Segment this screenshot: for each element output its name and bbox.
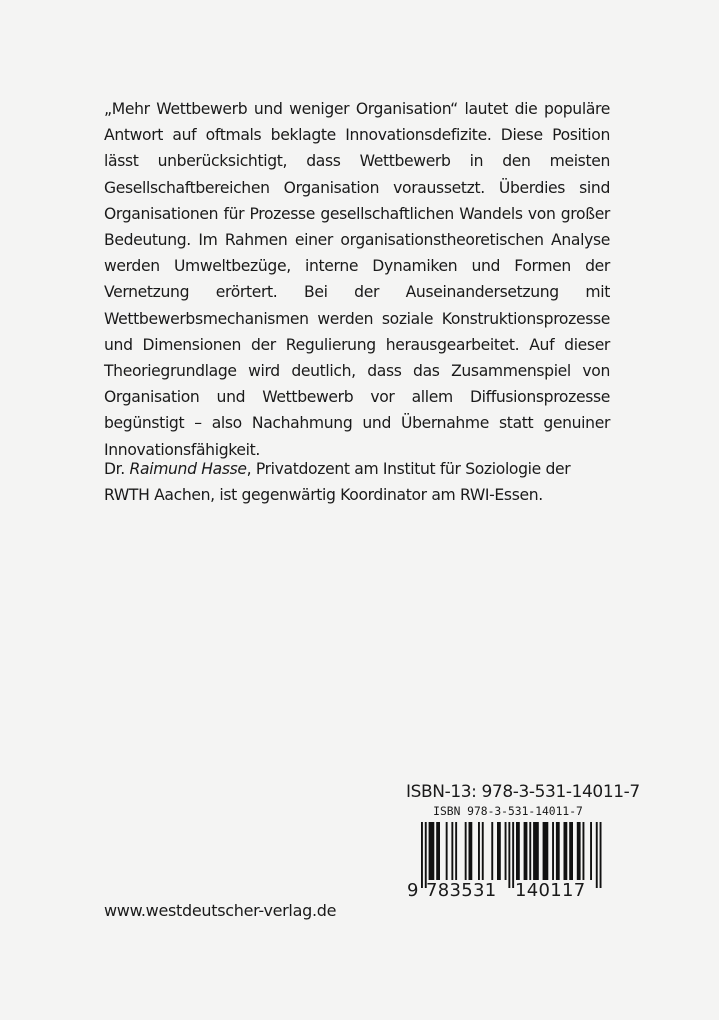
- barcode-bar: [465, 822, 467, 880]
- barcode-bar: [556, 822, 560, 880]
- isbn13-label: ISBN-13: 978-3-531-14011-7: [406, 782, 640, 802]
- author-name: Raimund Hasse: [129, 460, 247, 478]
- blurb-text: „Mehr Wettbewerb und weniger Organisation“ lautet die populäre Antwort auf oftmals beklagte Innovationsdefizite. Diese Position lässt unberücksichtigt, dass Wettbewerb in den meisten Gesellschaftbereichen Organisation voraussetzt. Überdies sind Organisationen für Prozesse gesellschaftlichen Wandels von großer Bedeutung. Im Rahmen einer organisationstheoretischen Analyse werden Umweltbezüge, interne Dynamiken und Formen der Vernetzung erörtert. Bei der Auseinandersetzung mit Wettbewerbsmechanismen werden soziale Konstruktionsprozesse und Dimensionen der Regulierung herausgearbeitet. Auf dieser Theoriegrundlage wird deutlich, dass das Zusammenspiel von Organisation und Wettbewerb vor allem Diffusionsprozesse begünstigt – also Nachahmung und Übernahme statt genuiner Innovationsfähigkeit.: [104, 100, 610, 459]
- barcode-bar: [533, 822, 539, 880]
- barcode-bar: [491, 822, 493, 880]
- barcode-bar: [478, 822, 480, 880]
- barcode-bar: [482, 822, 484, 880]
- barcode-bar: [425, 822, 427, 888]
- barcode-bar: [577, 822, 581, 880]
- publisher-url: www.westdeutscher-verlag.de: [104, 901, 337, 920]
- barcode-digits: [407, 880, 609, 902]
- barcode-bar: [451, 822, 453, 880]
- barcode-bar: [512, 822, 514, 888]
- barcode-bar: [569, 822, 573, 880]
- author-description: , Privatdozent am Institut für Soziologie der RWTH Aachen, ist gegenwärtig Koordinator am RWI-Essen.: [104, 460, 571, 505]
- barcode-bar: [583, 822, 585, 880]
- barcode-digits-left: 783531: [426, 880, 497, 901]
- barcode-bar: [524, 822, 528, 880]
- barcode-bar: [543, 822, 549, 880]
- barcode-bar: [564, 822, 568, 880]
- barcode-bar: [421, 822, 423, 888]
- barcode-bar: [600, 822, 602, 888]
- barcode-bar: [508, 822, 510, 888]
- barcode-bar: [455, 822, 457, 880]
- barcode-bar: [505, 822, 507, 880]
- author-prefix: Dr.: [104, 460, 130, 478]
- author-bio: [104, 456, 616, 508]
- barcode-bar: [552, 822, 554, 880]
- barcode-bar: [469, 822, 473, 880]
- barcode-digit-first: 9: [407, 880, 419, 901]
- barcode-bar: [529, 822, 531, 880]
- barcode-bar: [590, 822, 592, 880]
- barcode-bar: [436, 822, 440, 880]
- barcode-bar: [596, 822, 598, 888]
- barcode-bar: [497, 822, 501, 880]
- barcode-block: [407, 805, 609, 908]
- barcode-isbn-text: ISBN 978-3-531-14011-7: [433, 805, 583, 818]
- barcode-bar: [446, 822, 448, 880]
- barcode-digits-right: 140117: [515, 880, 586, 901]
- barcode-bar: [429, 822, 435, 880]
- barcode-bar: [516, 822, 520, 880]
